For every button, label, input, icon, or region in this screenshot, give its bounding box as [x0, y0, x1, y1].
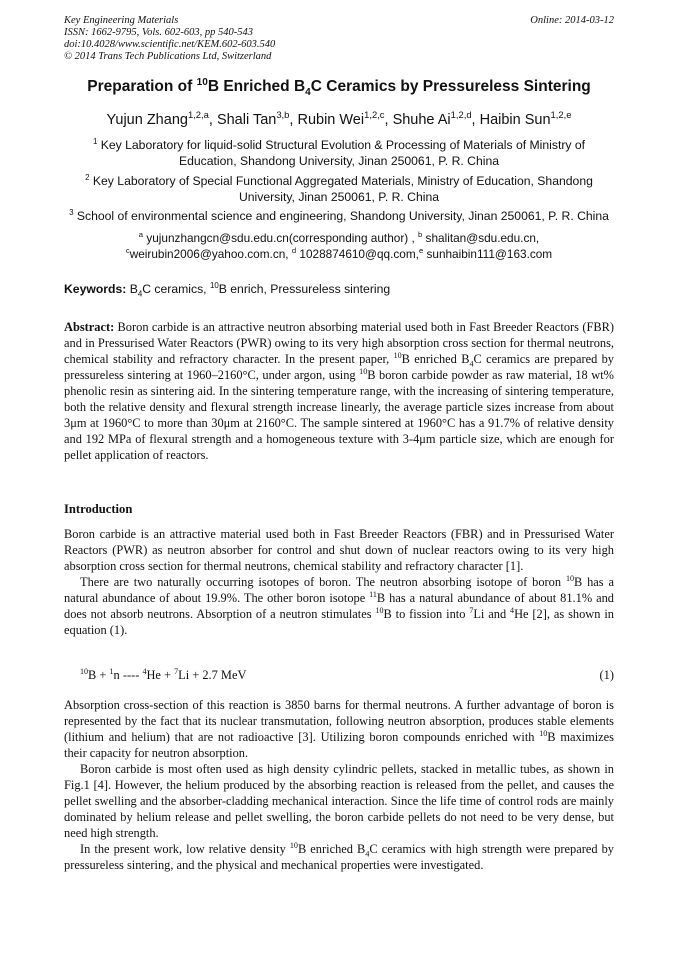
abstract-label: Abstract: [64, 320, 115, 334]
email-link[interactable]: weirubin2006@yahoo.com.cn, [129, 247, 292, 261]
author: Haibin Sun$^{1,2,e}$ [479, 109, 572, 128]
paragraph: In the present work, low relative density $^{10}$B enriched $B_4C$ ceramics with high strength were prepared by pressureless sintering, and the physical and mechanical properties were investigated. [64, 840, 614, 872]
doi-line: doi:10.4028/www.scientific.net/KEM.602-603.540 [64, 39, 276, 50]
intro-body-continued [64, 697, 614, 873]
keywords: Keywords: $B_4C$ ceramics, $^{10}$B enrich, Pressureless sintering [64, 280, 391, 299]
keywords-label: Keywords: [64, 282, 127, 296]
paragraph: There are two naturally occurring isotopes of boron. The neutron absorbing isotope of boron $^{10}$B has a natural abundance of about 19.9%. The other boron isotope $^{11}$B has a natural abundance of about 81.1% and does not absorb neutrons. Absorption of a neutron stimulates $^{10}$B to fission into $^7$Li and $^4$He [2], as shown in equation (1). [64, 573, 615, 637]
equation-number: (1) [599, 668, 614, 682]
email-link[interactable]: 1028874610@qq.com, [296, 247, 419, 261]
author-emails: $^a$ yujunzhangcn@sdu.edu.cn(corresponding author) , $^b$ shalitan@sdu.edu.cn, $^c$weirubin2006@yahoo.com.cn, $^d$ 1028874610@qq.com,$^e$ sunhaibin111@163.com [125, 230, 553, 261]
affiliation: $^1$ Key Laboratory for liquid-solid Structural Evolution & Processing of Materials of Ministry of Education, Shandong University, Jinan 250061, P. R. China [92, 136, 586, 168]
paper-title [64, 76, 614, 99]
paragraph: Boron carbide is most often used as high density cylindric pellets, stacked in metallic tubes, as shown in Fig.1 [4]. However, the helium produced by the absorbing reaction is released from the pellet, and causes the pellet swelling and the absorber-cladding mechanical interaction. Since the life time of control rods are mainly dominated by helium release and pellet swelling, the boron carbide pellets do not need to be very dense, but need high strength. [64, 762, 614, 840]
title-part: B Enriched B [207, 78, 306, 95]
journal-name: Key Engineering Materials [64, 15, 179, 26]
title-sub: 4 [305, 87, 311, 99]
intro-body [64, 526, 614, 638]
copyright-line: © 2014 Trans Tech Publications Ltd, Switzerland [64, 51, 272, 62]
paragraph: Boron carbide is an attractive material used both in Fast Breeder Reactors (FBR) and in Pressurised Water Reactors (PWR) as neutron absorber for control and shut down of nuclear reactors owing to its very high absorption cross section for thermal neutrons, chemical stability and refractory character [1]. [64, 527, 614, 573]
affiliation: $^3$ School of environmental science and engineering, Shandong University, Jinan 250061, P. R. China [69, 207, 609, 223]
journal-header [64, 15, 614, 63]
affiliation: $^2$ Key Laboratory of Special Functional Aggregated Materials, Ministry of Education, Shandong University, Jinan 250061, P. R. China [85, 172, 593, 204]
title-part: C Ceramics by Pressureless Sintering [310, 78, 591, 95]
author: Rubin Wei$^{1,2,c}$, [297, 109, 393, 128]
section-heading-introduction: Introduction [64, 502, 133, 516]
title-sup: 10 [196, 76, 208, 88]
author: Yujun Zhang$^{1,2,a}$, [106, 109, 217, 128]
abstract: Abstract: Boron carbide is an attractive neutron absorbing material used both in Fast Breeder Reactors (FBR) and in Pressurised Water Reactors (PWR) owing to its very high absorption cross section for thermal neutrons, chemical stability and refractory character. In the present paper, $^{10}$B enriched $B_4C$ ceramics are prepared by pressureless sintering at 1960–2160°C, under argon, using $^{10}$B boron carbide powder as raw material, 18 wt% phenolic resin as sintering aid. In the sintering temperature range, with the increasing of sintering temperature, both the relative density and flexural strength increase linearly, the average particle sizes increase from about 3μm at 1960°C to more than 30μm at 2160°C. The sample sintered at 1960°C has a 91.7% of relative density and 192 MPa of flexural strength and a homogeneous texture with 3-4μm particle size, which are enough for pellet application of reactors. [64, 320, 614, 462]
author: Shuhe Ai$^{1,2,d}$, [392, 109, 480, 128]
email-link[interactable]: shalitan@sdu.edu.cn, [422, 231, 540, 245]
title-part: Preparation of [87, 78, 197, 95]
email-link[interactable]: sunhaibin111@163.com [423, 247, 553, 261]
online-date: Online: 2014-03-12 [530, 15, 614, 26]
issn-line: ISSN: 1662-9795, Vols. 602-603, pp 540-543 [64, 27, 253, 38]
email-link[interactable]: yujunzhangcn@sdu.edu.cn(corresponding author) , [143, 231, 419, 245]
equation-1: $^{10}$B + $^1$n ---- $^4$He + $^7$Li + 2.7 MeV (1) [80, 666, 614, 682]
author: Shali Tan$^{3,b}$, [216, 109, 298, 128]
paragraph: Absorption cross-section of this reaction is 3850 barns for thermal neutrons. A further advantage of boron is represented by the fact that its nuclear transmutation, following neutron absorption, produces stable elements (lithium and helium) that are not radioactive [3]. Utilizing boron compounds enriched with $^{10}$B maximizes their capacity for neutron absorption. [64, 698, 614, 760]
author-list [64, 109, 614, 128]
